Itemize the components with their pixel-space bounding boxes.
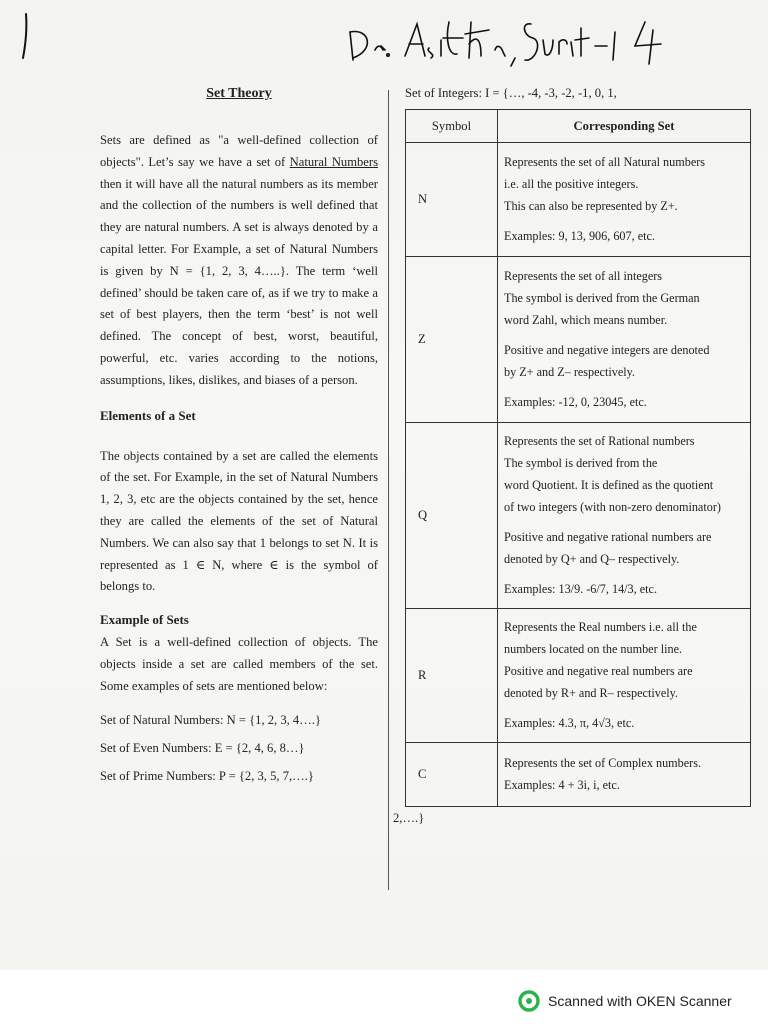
example-line: Examples: 13/9. -6/7, 14/3, etc. — [504, 581, 657, 596]
description-line: i.e. all the positive integers. — [504, 176, 639, 191]
description-cell — [498, 423, 751, 609]
description-cell — [498, 143, 751, 257]
description-line: Represents the set of all integers — [504, 268, 663, 283]
elements-heading: Elements of a Set — [100, 407, 196, 423]
even-numbers-set: Set of Even Numbers: E = {2, 4, 6, 8…} — [100, 740, 305, 755]
example-line: Examples: 4 + 3i, i, etc. — [504, 777, 620, 792]
symbol-cell: R — [406, 609, 498, 743]
description-line: The symbol is derived from the — [504, 455, 658, 470]
table-row-z — [406, 257, 751, 423]
description-line: Positive and negative integers are denoted — [504, 342, 710, 357]
description-line: denoted by Q+ and Q– respectively. — [504, 551, 680, 566]
handwriting-strokes — [345, 10, 675, 70]
description-line: of two integers (with non-zero denominator) — [504, 499, 721, 514]
example-line: Examples: 4.3, π, 4√3, etc. — [504, 715, 635, 730]
table-row-c — [406, 743, 751, 807]
description-line: by Z+ and Z– respectively. — [504, 364, 635, 379]
elements-paragraph: The objects contained by a set are called the elements of the set. For Example, in the set of Natural Numbers 1, 2, 3, etc are the objects contained by the set, hence they are called the elements of the set of Natural Numbers. We can also say that 1 belongs to set N. It is represented as 1 ∈ N, where ∈ is the symbol of belongs to. — [100, 448, 378, 594]
integers-set-continuation: 2,….} — [393, 811, 425, 825]
description-line: word Quotient. It is defined as the quotient — [504, 477, 714, 492]
left-column — [100, 86, 378, 790]
description-line: denoted by R+ and R– respectively. — [504, 685, 678, 700]
symbol-cell: N — [406, 143, 498, 257]
description-line: Represents the Real numbers i.e. all the — [504, 619, 697, 634]
page-title: Set Theory — [206, 86, 272, 101]
description-line: Positive and negative rational numbers are — [504, 529, 712, 544]
description-line: Represents the set of Complex numbers. — [504, 755, 701, 770]
scanner-watermark — [518, 990, 732, 1012]
intro-paragraph — [100, 130, 378, 392]
description-line: word Zahl, which means number. — [504, 312, 668, 327]
scanner-watermark-text: Scanned with OKEN Scanner — [548, 993, 732, 1009]
example-line: Examples: -12, 0, 23045, etc. — [504, 394, 647, 409]
intro-text-end: then it will have all the natural numbers as its member and the collection of the numbers is well defined that they are natural numbers. A set is always denoted by a capital letter. For Example, a set of Natural Numbers is given by N = {1, 2, 3, 4…..}. The term ‘well defined’ should be taken care of, as if we try to make a set of best players, then the term ‘best’ is not well defined. The concept of best, worst, beautiful, powerful, etc. varies according to the notions, assumptions, likes, dislikes, and biases of a person. — [100, 176, 378, 387]
description-line: numbers located on the number line. — [504, 641, 683, 656]
example-line: Examples: 9, 13, 906, 607, etc. — [504, 228, 655, 243]
description-line: Represents the set of all Natural numbers — [504, 154, 706, 169]
description-line: This can also be represented by Z+. — [504, 198, 678, 213]
symbol-cell: Z — [406, 257, 498, 423]
examples-paragraph: A Set is a well-defined collection of objects. The objects inside a set are called members of the set. Some examples of sets are mentioned below: — [100, 635, 378, 693]
table-row-q — [406, 423, 751, 609]
description-line: The symbol is derived from the German — [504, 290, 700, 305]
margin-pen-mark — [14, 12, 34, 62]
right-column — [393, 86, 757, 826]
symbol-cell: C — [406, 743, 498, 807]
sets-table — [405, 109, 751, 807]
description-line: Positive and negative real numbers are — [504, 663, 693, 678]
intro-text-start: Sets are defined as "a well-defined collection of objects". Let’s say we have a set of — [100, 133, 378, 169]
set-column-header: Corresponding Set — [498, 110, 751, 143]
natural-numbers-link[interactable]: Natural Numbers — [289, 154, 378, 169]
handwritten-header — [345, 10, 675, 70]
description-cell — [498, 743, 751, 807]
table-row-n — [406, 143, 751, 257]
column-divider — [388, 90, 389, 890]
description-cell — [498, 257, 751, 423]
prime-numbers-set: Set of Prime Numbers: P = {2, 3, 5, 7,….} — [100, 768, 314, 783]
symbol-cell: Q — [406, 423, 498, 609]
natural-numbers-set: Set of Natural Numbers: N = {1, 2, 3, 4….} — [100, 712, 322, 727]
examples-heading: Example of Sets — [100, 612, 189, 628]
table-row-r — [406, 609, 751, 743]
integers-set-line: Set of Integers: I = {…, -4, -3, -2, -1, 0, 1, — [405, 86, 617, 100]
description-line: Represents the set of Rational numbers — [504, 433, 695, 448]
table-header-row — [406, 110, 751, 143]
oken-scanner-logo-icon — [518, 990, 540, 1012]
symbol-column-header: Symbol — [406, 110, 498, 143]
description-cell — [498, 609, 751, 743]
